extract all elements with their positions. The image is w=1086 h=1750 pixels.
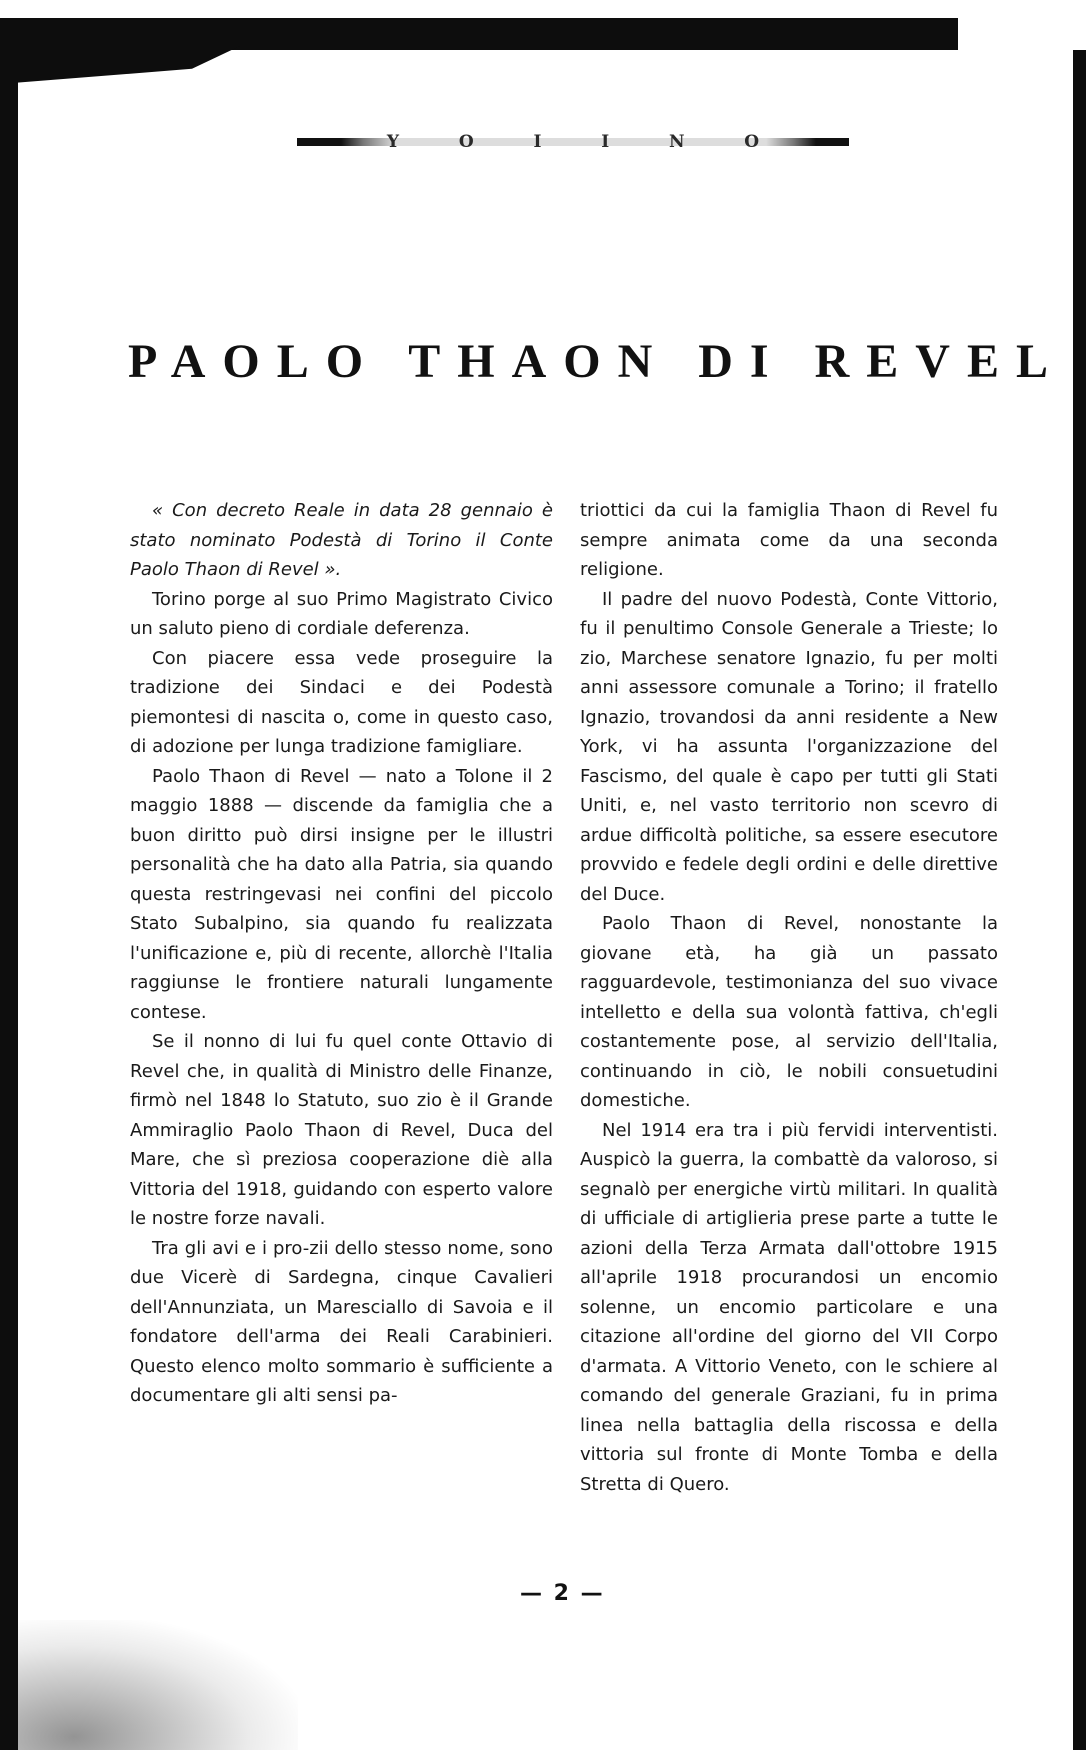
banner-letter: I: [533, 132, 542, 152]
right-column: [580, 496, 998, 1499]
banner-letter: O: [458, 132, 474, 152]
paragraph: Il padre del nuovo Podestà, Conte Vittorio, fu il penultimo Console Generale a Trieste; lo zio, Marchese senatore Ignazio, fu per molti anni assessore comunale a Torino; il fratello Ignazio, trovandosi da anni residente a New York, vi ha assunta l'organizzazione del Fascismo, del quale è capo per tutti gli Stati Uniti, e, nel vasto territorio non scevro di ardue difficoltà politiche, sa essere esecutore provvido e fedele degli ordini e delle direttive del Duce.: [580, 588, 998, 905]
page-title: PAOLO THAON DI REVEL: [128, 335, 1065, 388]
paragraph: Paolo Thaon di Revel — nato a Tolone il 2 maggio 1888 — discende da famiglia che a buon diritto può dirsi insigne per le illustri personalità che ha dato alla Patria, sia quando questa restringevasi nei confini del piccolo Stato Subalpino, sia quando fu realizzata l'unificazione e, più di recente, allorchè l'Italia raggiunse le frontiere naturali lungamente contese.: [130, 765, 553, 1023]
paragraph: Con piacere essa vede proseguire la tradizione dei Sindaci e dei Podestà piemontesi di nascita o, come in questo caso, di adozione per lunga tradizione famigliare.: [130, 647, 553, 757]
banner-letter: I: [601, 132, 610, 152]
scan-border-right: [1073, 50, 1086, 1750]
decree-quote: « Con decreto Reale in data 28 gennaio è stato nominato Podestà di Torino il Conte Paolo Thaon di Revel ».: [130, 500, 553, 580]
banner-letter: N: [668, 132, 685, 152]
scan-border-top: [0, 18, 960, 50]
paragraph: Paolo Thaon di Revel, nonostante la giovane età, ha già un passato ragguardevole, testimonianza del suo vivace intelletto e della sua volontà fattiva, ch'egli costantemente pose, al servizio dell'Italia, continuando in ciò, le nobili consuetudini domestiche.: [580, 913, 998, 1111]
scan-border-gap: [958, 18, 1086, 50]
paragraph: Nel 1914 era tra i più fervidi interventisti. Auspicò la guerra, la combattè da valoroso, si segnalò per energiche virtù militari. In qualità di ufficiale di artiglieria prese parte a tutte le azioni della Terza Armata dall'ottobre 1915 all'aprile 1918 procurandosi un encomio solenne, un encomio particolare e una citazione all'ordine del giorno del VII Corpo d'armata. A Vittorio Veneto, con le schiere al comando del generale Graziani, fu in prima linea nella battaglia della riscossa e della vittoria sul fronte di Monte Tomba e della Stretta di Quero.: [580, 1119, 998, 1495]
paragraph: Torino porge al suo Primo Magistrato Civico un saluto pieno di cordiale deferenza.: [130, 588, 553, 639]
paragraph: Tra gli avi e i pro-zii dello stesso nome, sono due Vicerè di Sardegna, cinque Cavalieri dell'Annunziata, un Maresciallo di Savoia e il fondatore dell'arma dei Reali Carabinieri. Questo elenco molto sommario è sufficiente a documentare gli alti sensi pa-: [130, 1237, 553, 1406]
paragraph: triottici da cui la famiglia Thaon di Revel fu sempre animata come da una seconda religione.: [580, 500, 998, 580]
paragraph: Se il nonno di lui fu quel conte Ottavio di Revel che, in qualità di Ministro delle Finanze, firmò nel 1848 lo Statuto, suo zio è il Grande Ammiraglio Paolo Thaon di Revel, Duca del Mare, che sì preziosa cooperazione diè alla Vittoria del 1918, guidando con esperto valore le nostre forze navali.: [130, 1031, 553, 1229]
banner-letter: O: [744, 132, 760, 152]
scan-border-top-tail: [0, 46, 240, 84]
banner-letter: Y: [386, 132, 400, 152]
header-banner: [297, 132, 849, 152]
page-number: — 2 —: [520, 1581, 605, 1606]
left-column: [130, 496, 553, 1411]
header-banner-letters: [357, 132, 789, 152]
scan-border-left: [0, 18, 18, 1750]
scan-smudge: [18, 1620, 298, 1750]
